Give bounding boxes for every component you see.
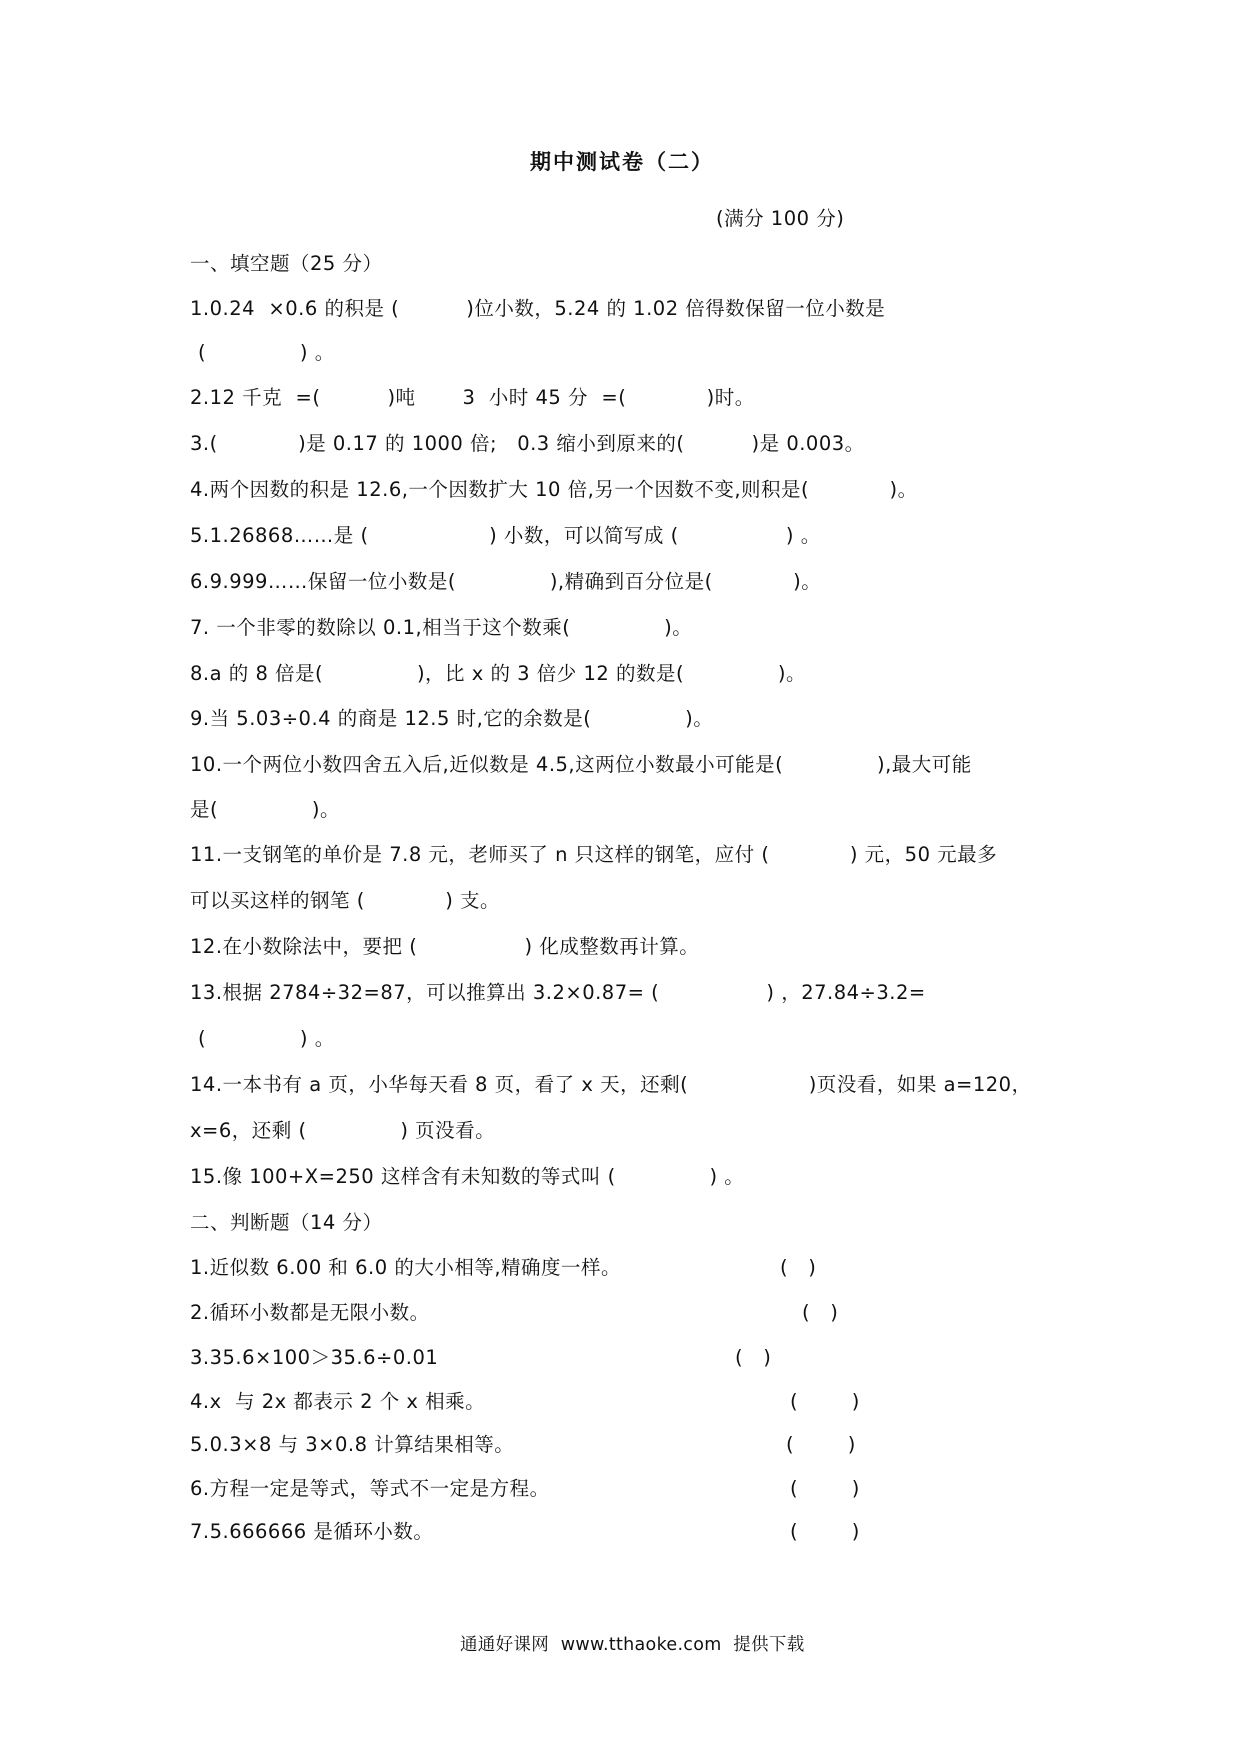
judge-3-bracket: ( ) bbox=[735, 1346, 772, 1369]
q2-line: 2.12 千克 =( )吨 3 小时 45 分 =( )时。 bbox=[190, 386, 755, 409]
section1-heading: 一、填空题（25 分） bbox=[190, 252, 383, 275]
q14-line2: x=6，还剩 ( ) 页没看。 bbox=[190, 1119, 496, 1142]
judge-7-bracket: ( ) bbox=[790, 1520, 860, 1543]
q3-line: 3.( )是 0.17 的 1000 倍; 0.3 缩小到原来的( )是 0.003。 bbox=[190, 432, 865, 455]
judge-1: 1.近似数 6.00 和 6.0 的大小相等,精确度一样。 bbox=[190, 1256, 622, 1279]
q5-line: 5.1.26868……是 ( ) 小数，可以简写成 ( ) 。 bbox=[190, 524, 821, 547]
q1-line2: ( ) 。 bbox=[198, 341, 335, 364]
judge-5-bracket: ( ) bbox=[786, 1433, 856, 1456]
judge-4-bracket: ( ) bbox=[790, 1390, 860, 1413]
judge-1-bracket: ( ) bbox=[780, 1256, 817, 1279]
q9-line: 9.当 5.03÷0.4 的商是 12.5 时,它的余数是( )。 bbox=[190, 707, 714, 730]
q12-line: 12.在小数除法中，要把 ( ) 化成整数再计算。 bbox=[190, 935, 700, 958]
judge-4: 4.x 与 2x 都表示 2 个 x 相乘。 bbox=[190, 1390, 486, 1413]
judge-6: 6.方程一定是等式，等式不一定是方程。 bbox=[190, 1477, 550, 1500]
q1-line1: 1.0.24 ×0.6 的积是 ( )位小数，5.24 的 1.02 倍得数保留一位小数是 bbox=[190, 297, 886, 320]
judge-6-bracket: ( ) bbox=[790, 1477, 860, 1500]
q13-line1: 13.根据 2784÷32=87，可以推算出 3.2×0.87= ( ) ，27.84÷3.2= bbox=[190, 981, 926, 1004]
q13-line2: ( ) 。 bbox=[198, 1027, 335, 1050]
q14-line1: 14.一本书有 a 页，小华每天看 8 页，看了 x 天，还剩( )页没看，如果 a=120， bbox=[190, 1073, 1032, 1096]
q10-line2: 是( )。 bbox=[190, 798, 340, 821]
judge-3: 3.35.6×100＞35.6÷0.01 bbox=[190, 1346, 439, 1369]
q15-line: 15.像 100+X=250 这样含有未知数的等式叫 ( ) 。 bbox=[190, 1165, 745, 1188]
score-note: (满分 100 分) bbox=[716, 207, 845, 230]
judge-2-bracket: ( ) bbox=[802, 1301, 839, 1324]
q7-line: 7. 一个非零的数除以 0.1,相当于这个数乘( )。 bbox=[190, 616, 693, 639]
q4-line: 4.两个因数的积是 12.6,一个因数扩大 10 倍,另一个因数不变,则积是( )。 bbox=[190, 478, 918, 501]
q11-line1: 11.一支钢笔的单价是 7.8 元，老师买了 n 只这样的钢笔，应付 ( ) 元，50 元最多 bbox=[190, 843, 998, 866]
footer-download-note: 通通好课网 www.tthaoke.com 提供下载 bbox=[460, 1635, 805, 1655]
exam-title: 期中测试卷（二） bbox=[530, 150, 714, 174]
judge-5: 5.0.3×8 与 3×0.8 计算结果相等。 bbox=[190, 1433, 515, 1456]
judge-7: 7.5.666666 是循环小数。 bbox=[190, 1520, 434, 1543]
q6-line: 6.9.999……保留一位小数是( ),精确到百分位是( )。 bbox=[190, 570, 822, 593]
section2-heading: 二、判断题（14 分） bbox=[190, 1211, 383, 1234]
q10-line1: 10.一个两位小数四舍五入后,近似数是 4.5,这两位小数最小可能是( ),最大可能 bbox=[190, 753, 972, 776]
q11-line2: 可以买这样的钢笔 ( ) 支。 bbox=[190, 889, 500, 912]
judge-2: 2.循环小数都是无限小数。 bbox=[190, 1301, 430, 1324]
q8-line: 8.a 的 8 倍是( )，比 x 的 3 倍少 12 的数是( )。 bbox=[190, 662, 806, 685]
